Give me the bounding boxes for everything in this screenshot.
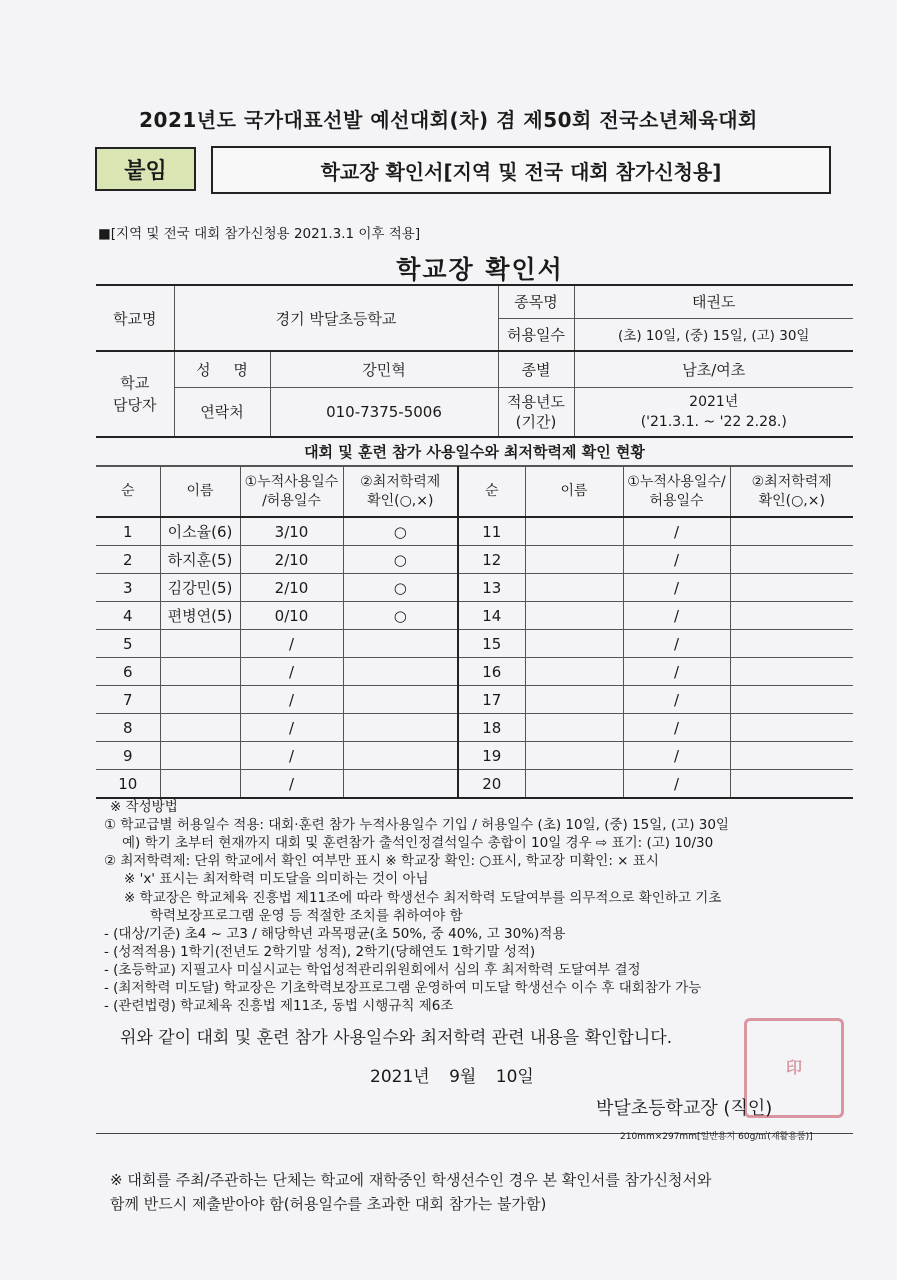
row-no-right: 11 [458,517,525,546]
row-days: / [240,630,343,658]
col-header-name-right: 이름 [525,467,623,518]
row-check-right [730,574,853,602]
row-check [343,714,458,742]
row-check-right [730,546,853,574]
row-days: / [240,714,343,742]
row-days: 2/10 [240,546,343,574]
col-header-no-right: 순 [458,467,525,518]
table-row [96,546,853,574]
row-no: 5 [96,630,160,658]
school-name-label: 학교명 [96,285,174,351]
row-check [343,770,458,799]
row-no: 7 [96,686,160,714]
row-days: / [240,770,343,799]
row-check-right [730,517,853,546]
instruction-line: - (초등학교) 지필고사 미실시교는 학업성적관리위원회에서 심의 후 최저학력 도달여부 결정 [104,962,641,978]
row-check: ○ [343,517,458,546]
header-title: 2021년도 국가대표선발 예선대회(차) 겸 제50회 전국소년체육대회 [139,108,758,132]
col-header-check: ②최저학력제 확인(○,×) [343,467,458,518]
row-no: 4 [96,602,160,630]
name-label: 성 명 [174,351,270,387]
name-value: 강민혁 [270,351,498,387]
row-name: 하지훈(5) [160,546,240,574]
instruction-line: - (최저학력 미도달) 학교장은 기초학력보장프로그램 운영하여 미도달 학생선수 이수 후 대회참가 가능 [104,980,702,996]
row-no: 9 [96,742,160,770]
row-days: / [240,686,343,714]
contact-label: 연락처 [174,387,270,436]
row-days: 3/10 [240,517,343,546]
row-name: 김강민(5) [160,574,240,602]
row-days-right: / [623,602,730,630]
row-no-right: 13 [458,574,525,602]
instruction-line: 학력보장프로그램 운영 등 적절한 조치를 취하여야 함 [150,908,463,924]
col-header-days-right: ①누적사용일수/ 허용일수 [623,467,730,518]
row-days-right: / [623,630,730,658]
school-name-value: 경기 박달초등학교 [174,285,498,351]
row-days-right: / [623,686,730,714]
info-table [96,284,853,437]
attachment-badge: 붙임 [95,147,196,191]
usage-table [96,466,853,799]
instruction-line: ① 학교급별 허용일수 적용: 대회·훈련 참가 누적사용일수 기입 / 허용일수 (초) 10일, (중) 15일, (고) 30일 [104,817,729,833]
row-check-right [730,602,853,630]
allowed-days-label: 허용일수 [498,318,574,351]
row-no-right: 17 [458,686,525,714]
row-name-right [525,630,623,658]
instruction-line: ② 최저학력제: 단위 학교에서 확인 여부만 표시 ※ 학교장 확인: ○표시, 학교장 미확인: × 표시 [104,853,659,869]
row-check-right [730,714,853,742]
manager-label: 학교 담당자 [96,351,174,436]
row-days-right: / [623,770,730,799]
row-name-right [525,714,623,742]
confirmation-statement: 위와 같이 대회 및 훈련 참가 사용일수와 최저학력 관련 내용을 확인합니다. [120,1028,673,1048]
row-no: 6 [96,658,160,686]
row-name [160,686,240,714]
row-days-right: / [623,546,730,574]
row-no-right: 19 [458,742,525,770]
row-check-right [730,742,853,770]
col-header-no: 순 [96,467,160,518]
instruction-line: - (관련법령) 학교체육 진흥법 제11조, 동법 시행규칙 제6조 [104,998,454,1014]
row-days-right: / [623,658,730,686]
row-name-right [525,517,623,546]
row-no-right: 18 [458,714,525,742]
table-row [96,658,853,686]
table-row [96,770,853,799]
sport-value: 태권도 [574,285,853,318]
table-row [96,602,853,630]
form-title: 학교장 확인서 [396,255,564,284]
allowed-days-value: (초) 10일, (중) 15일, (고) 30일 [574,318,853,351]
row-check [343,686,458,714]
row-check: ○ [343,546,458,574]
row-days: 2/10 [240,574,343,602]
row-days: 0/10 [240,602,343,630]
table-row [96,574,853,602]
row-days: / [240,742,343,770]
row-no: 10 [96,770,160,799]
row-days-right: / [623,742,730,770]
row-days: / [240,658,343,686]
col-header-days: ①누적사용일수 /허용일수 [240,467,343,518]
row-no-right: 14 [458,602,525,630]
col-header-check-right: ②최저학력제 확인(○,×) [730,467,853,518]
row-check-right [730,686,853,714]
row-name-right [525,546,623,574]
official-seal: 印 [744,1018,844,1118]
category-value: 남초/여초 [574,351,853,387]
row-no-right: 16 [458,658,525,686]
row-no: 8 [96,714,160,742]
row-days-right: / [623,517,730,546]
application-note: ■[지역 및 전국 대회 참가신청용 2021.3.1 이후 적용] [98,226,421,242]
row-name [160,770,240,799]
usage-heading: 대회 및 훈련 참가 사용일수와 최저학력제 확인 현황 [96,436,853,466]
signature-date [370,1062,534,1087]
date-day: 10일 [495,1067,534,1087]
instruction-line: ※ 작성방법 [110,799,178,815]
date-month: 9월 [449,1067,477,1087]
row-name-right [525,602,623,630]
footer-note: ※ 대회를 주최/주관하는 단체는 학교에 재학중인 학생선수인 경우 본 확인서를 참가신청서와 함께 반드시 제출받아야 함(허용일수를 초과한 대회 참가는 불가함) [110,1171,712,1213]
row-check: ○ [343,602,458,630]
row-check [343,742,458,770]
row-no-right: 12 [458,546,525,574]
row-check [343,630,458,658]
row-name-right [525,770,623,799]
apply-year-value: 2021년 ('21.3.1. ~ '22 2.28.) [574,387,853,436]
table-row [96,714,853,742]
row-days-right: / [623,714,730,742]
row-no: 1 [96,517,160,546]
row-check-right [730,770,853,799]
principal-signature: 박달초등학교장 (직인) [596,1098,773,1119]
instruction-line: - (성적적용) 1학기(전년도 2학기말 성적), 2학기(당해연도 1학기말 성적) [104,944,536,960]
table-row [96,742,853,770]
row-name [160,714,240,742]
row-name [160,630,240,658]
row-name-right [525,742,623,770]
row-name: 편병연(5) [160,602,240,630]
row-name [160,658,240,686]
row-name-right [525,574,623,602]
paper-spec: 210mm×297mm[일반용지 60g/㎡(재활용품)] [620,1132,813,1142]
row-no: 2 [96,546,160,574]
row-name-right [525,658,623,686]
table-row [96,630,853,658]
row-check [343,658,458,686]
sport-label: 종목명 [498,285,574,318]
instruction-line: 예) 학기 초부터 현재까지 대회 및 훈련참가 출석인정결석일수 총합이 10일 경우 ⇨ 표기: (고) 10/30 [122,835,714,851]
contact-value: 010-7375-5006 [270,387,498,436]
row-days-right: / [623,574,730,602]
instruction-line: ※ 'x' 표시는 최저학력 미도달을 의미하는 것이 아님 [124,871,429,887]
row-name: 이소율(6) [160,517,240,546]
instruction-line: - (대상/기준) 초4 ~ 고3 / 해당학년 과목평균(초 50%, 중 40%, 고 30%)적용 [104,926,566,942]
category-label: 종별 [498,351,574,387]
row-check-right [730,658,853,686]
document-title: 학교장 확인서[지역 및 전국 대회 참가신청용] [211,146,831,194]
row-no-right: 15 [458,630,525,658]
table-row [96,517,853,546]
row-name [160,742,240,770]
row-no-right: 20 [458,770,525,799]
instruction-line: ※ 학교장은 학교체육 진흥법 제11조에 따라 학생선수 최저학력 도달여부를 의무적으로 확인하고 기초 [124,890,722,906]
table-row [96,686,853,714]
date-year: 2021년 [370,1067,430,1087]
row-check-right [730,630,853,658]
row-name-right [525,686,623,714]
apply-year-label: 적용년도 (기간) [498,387,574,436]
row-check: ○ [343,574,458,602]
row-no: 3 [96,574,160,602]
col-header-name: 이름 [160,467,240,518]
